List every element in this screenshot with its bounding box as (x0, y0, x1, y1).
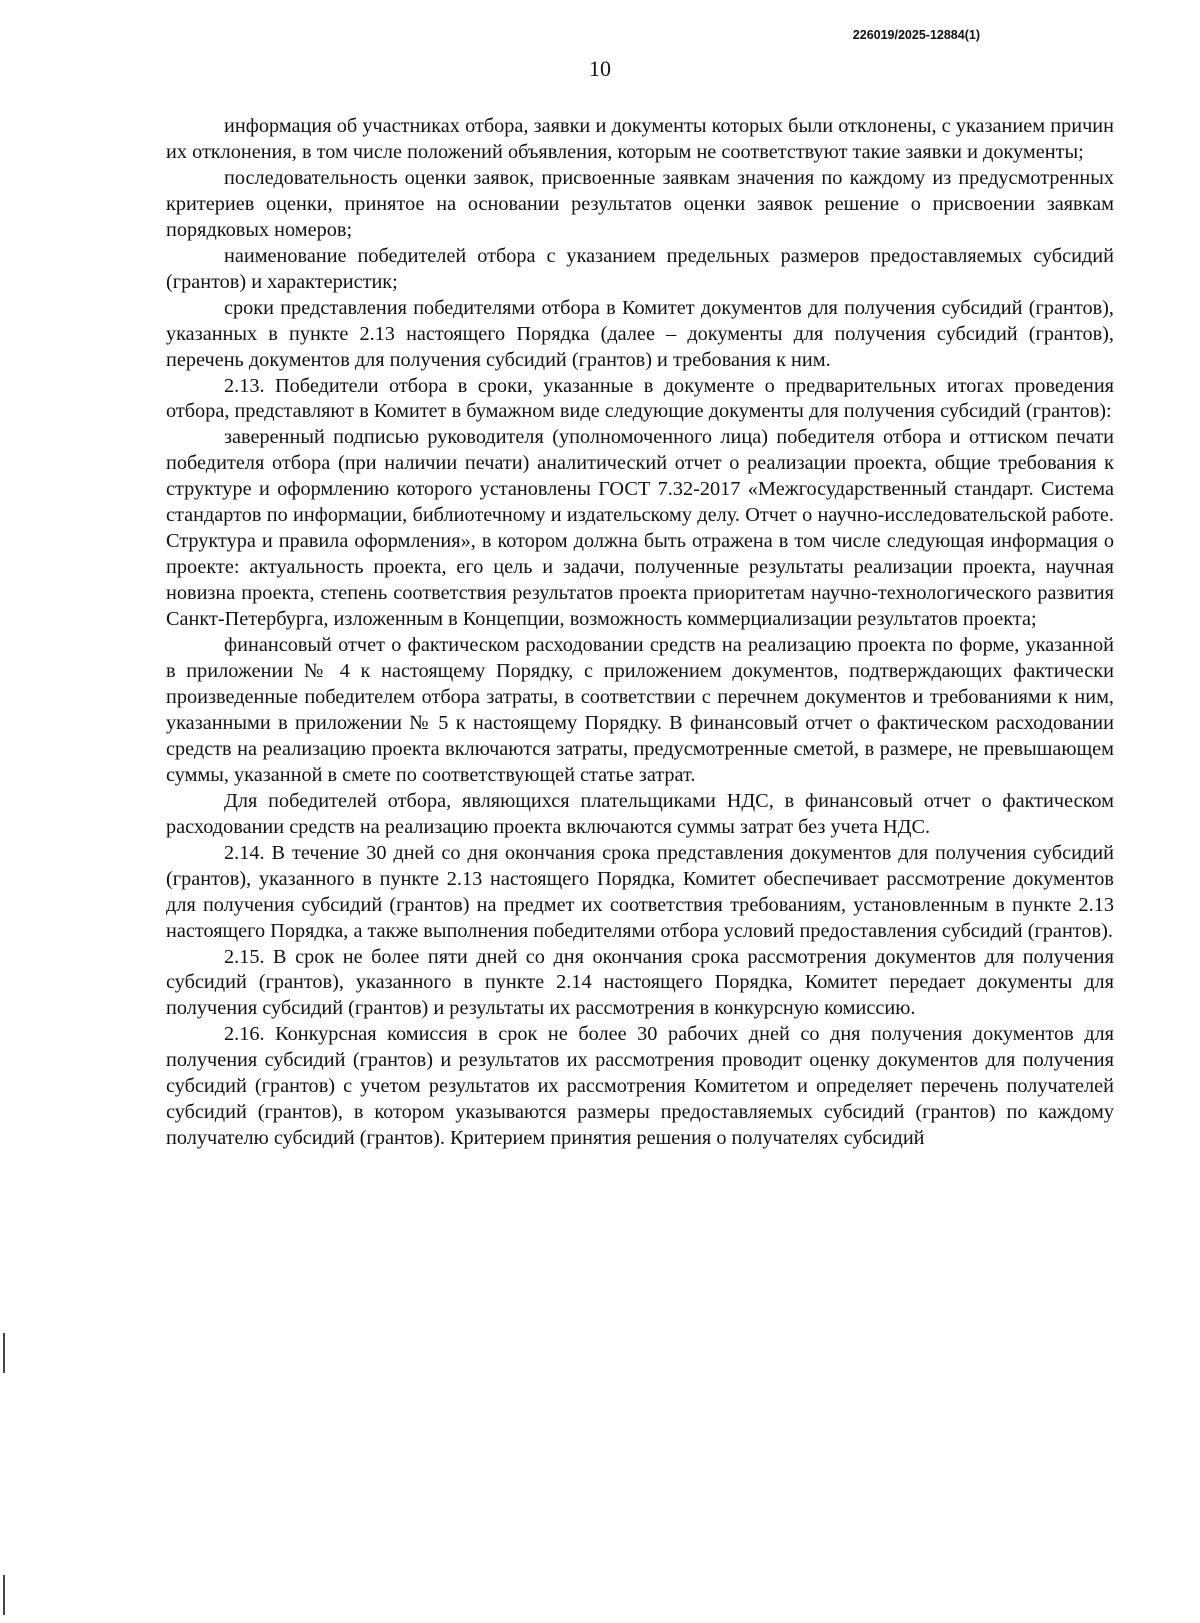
paragraph: финансовый отчет о фактическом расходовании средств на реализацию проекта по форме, указанной в приложении № 4 к настоящему Порядку, с приложением документов, подтверждающих фактически произведенные победителем отбора затраты, в соответствии с перечнем документов и требованиями к ним, указанными в приложении № 5 к настоящему Порядку. В финансовый отчет о фактическом расходовании средств на реализацию проекта включаются затраты, предусмотренные сметой, в размере, не превышающем суммы, указанной в смете по соответствующей статье затрат. (166, 634, 1114, 786)
document-body (166, 114, 1114, 1152)
paragraph: Для победителей отбора, являющихся плательщиками НДС, в финансовый отчет о фактическом расходовании средств на реализацию проекта включаются суммы затрат без учета НДС. (166, 789, 1114, 838)
paragraph: сроки представления победителями отбора в Комитет документов для получения субсидий (грантов), указанных в пункте 2.13 настоящего Порядка (далее – документы для получения субсидий (грантов), перечень документов для получения субсидий (грантов) и требования к ним. (166, 296, 1114, 371)
document-id: 226019/2025-12884(1) (852, 28, 980, 42)
paragraph: 2.16. Конкурсная комиссия в срок не более 30 рабочих дней со дня получения документов для получения субсидий (грантов) и результатов их рассмотрения проводит оценку документов для получения субсидий (грантов) с учетом результатов их рассмотрения Комитетом и определяет перечень получателей субсидий (грантов), в котором указываются размеры предоставляемых субсидий (грантов) по каждому получателю субсидий (грантов). Критерием принятия решения о получателях субсидий (166, 1023, 1114, 1150)
paragraph: 2.14. В течение 30 дней со дня окончания срока представления документов для получения субсидий (грантов), указанного в пункте 2.13 настоящего Порядка, Комитет обеспечивает рассмотрение документов для получения субсидий (грантов) на предмет их соответствия требованиям, установленным в пункте 2.13 настоящего Порядка, а также выполнения победителями отбора условий предоставления субсидий (грантов). (166, 841, 1114, 942)
paragraph: 2.15. В срок не более пяти дней со дня окончания срока рассмотрения документов для получения субсидий (грантов), указанного в пункте 2.14 настоящего Порядка, Комитет передает документы для получения субсидий (грантов) и результаты их рассмотрения в конкурсную комиссию. (166, 945, 1114, 1020)
scan-edge-mark (3, 1575, 5, 1615)
paragraph: информация об участниках отбора, заявки и документы которых были отклонены, с указанием причин их отклонения, в том числе положений объявления, которым не соответствуют такие заявки и документы; (166, 115, 1114, 163)
paragraph: последовательность оценки заявок, присвоенные заявкам значения по каждому из предусмотренных критериев оценки, принятое на основании результатов оценки заявок решение о присвоении заявкам порядковых номеров; (166, 166, 1114, 241)
paragraph: наименование победителей отбора с указанием предельных размеров предоставляемых субсидий (грантов) и характеристик; (166, 244, 1114, 293)
scan-edge-mark (3, 1333, 5, 1373)
page-number: 10 (589, 56, 611, 81)
paragraph: заверенный подписью руководителя (уполномоченного лица) победителя отбора и оттиском печати победителя отбора (при наличии печати) аналитический отчет о реализации проекта, общие требования к структуре и оформлению которого установлены ГОСТ 7.32-2017 «Межгосударственный стандарт. Система стандартов по информации, библиотечному и издательскому делу. Отчет о научно-исследовательской работе. Структура и правила оформления», в котором должна быть отражена в том числе следующая информация о проекте: актуальность проекта, его цель и задачи, полученные результаты реализации проекта, научная новизна проекта, степень соответствия результатов проекта приоритетам научно-технологического развития Санкт-Петербурга, изложенным в Концепции, возможность коммерциализации результатов проекта; (166, 426, 1114, 631)
paragraph: 2.13. Победители отбора в сроки, указанные в документе о предварительных итогах проведения отбора, представляют в Комитет в бумажном виде следующие документы для получения субсидий (грантов): (166, 374, 1114, 423)
